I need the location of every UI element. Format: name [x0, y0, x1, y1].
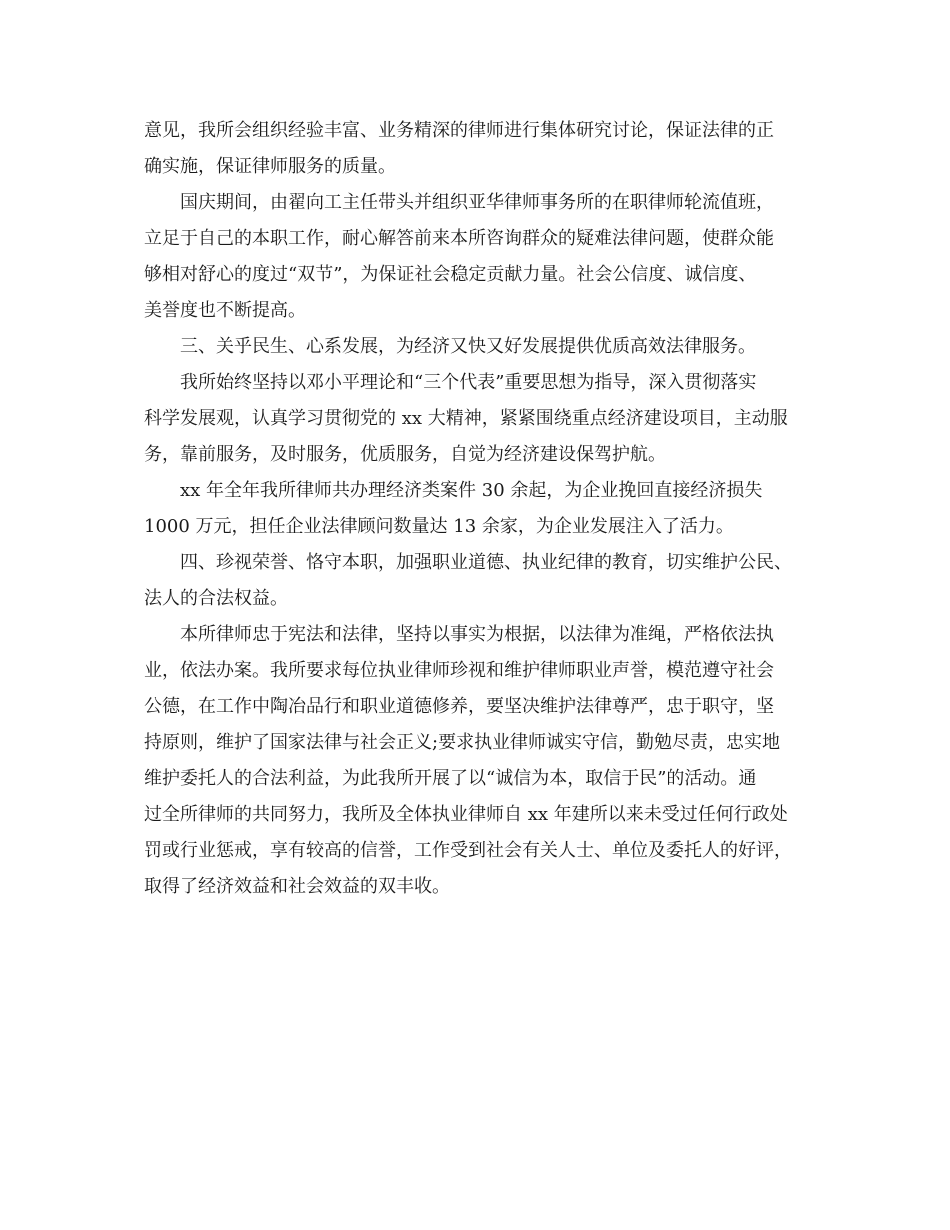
text-line: 三、关乎民生、心系发展，为经济又快又好发展提供优质高效法律服务。: [144, 336, 756, 357]
text-line: 过全所律师的共同努力，我所及全体执业律师自 xx 年建所以来未受过任何行政处: [144, 804, 788, 825]
text-line: 美誉度也不断提高。: [144, 300, 306, 321]
text-line: 立足于自己的本职工作，耐心解答前来本所咨询群众的疑难法律问题，使群众能: [144, 228, 774, 249]
text-line: 本所律师忠于宪法和法律，坚持以事实为根据，以法律为准绳，严格依法执: [144, 624, 774, 645]
document-body: [144, 113, 814, 905]
text-line: 法人的合法权益。: [144, 588, 288, 609]
text-line: 业，依法办案。我所要求每位执业律师珍视和维护律师职业声誉，模范遵守社会: [144, 660, 774, 681]
text-line: 意见，我所会组织经验丰富、业务精深的律师进行集体研究讨论，保证法律的正: [144, 120, 774, 141]
text-line: 四、珍视荣誉、恪守本职，加强职业道德、执业纪律的教育，切实维护公民、: [144, 552, 792, 573]
text-line: 罚或行业惩戒，享有较高的信誉，工作受到社会有关人士、单位及委托人的好评，: [144, 840, 792, 861]
text-line: 科学发展观，认真学习贯彻党的 xx 大精神，紧紧围绕重点经济建设项目，主动服: [144, 408, 788, 429]
text-line: 1000 万元，担任企业法律顾问数量达 13 余家，为企业发展注入了活力。: [144, 516, 734, 537]
text-line: 取得了经济效益和社会效益的双丰收。: [144, 876, 450, 897]
text-line: 持原则，维护了国家法律与社会正义;要求执业律师诚实守信，勤勉尽责，忠实地: [144, 732, 781, 753]
text-line: xx 年全年我所律师共办理经济类案件 30 余起，为企业挽回直接经济损失: [144, 480, 763, 501]
text-line: 维护委托人的合法利益，为此我所开展了以“诚信为本，取信于民”的活动。通: [144, 768, 757, 789]
text-line: 够相对舒心的度过“双节”，为保证社会稳定贡献力量。社会公信度、诚信度、: [144, 264, 757, 285]
text-line: 国庆期间，由翟向工主任带头并组织亚华律师事务所的在职律师轮流值班，: [144, 192, 774, 213]
text-line: 确实施，保证律师服务的质量。: [144, 156, 396, 177]
text-line: 我所始终坚持以邓小平理论和“三个代表”重要思想为指导，深入贯彻落实: [144, 372, 757, 393]
text-line: 公德，在工作中陶冶品行和职业道德修养，要坚决维护法律尊严，忠于职守，坚: [144, 696, 774, 717]
text-line: 务，靠前服务，及时服务，优质服务，自觉为经济建设保驾护航。: [144, 444, 666, 465]
